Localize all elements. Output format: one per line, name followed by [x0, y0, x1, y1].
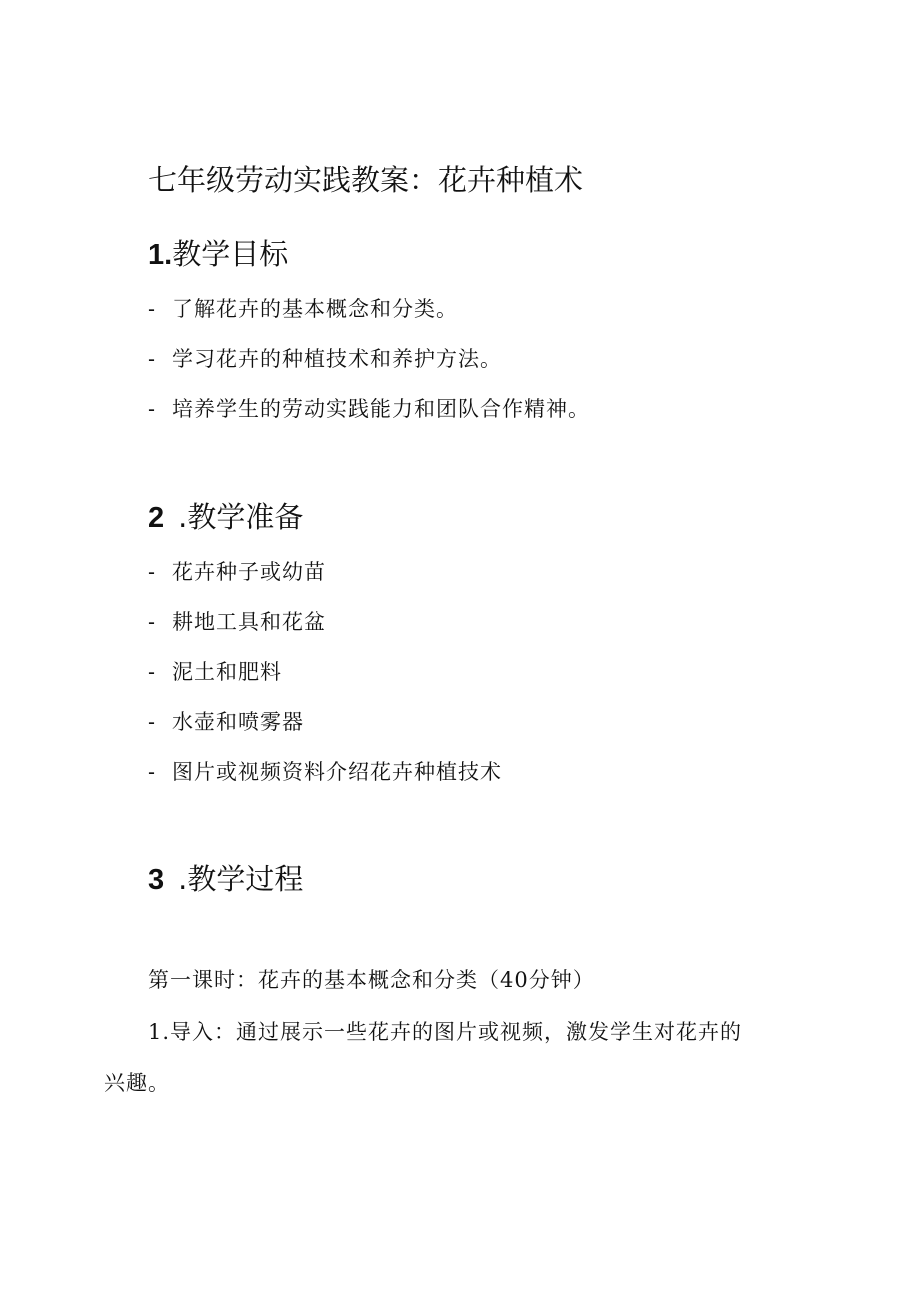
bullet-marker: -: [148, 761, 156, 784]
list-item: - 培养学生的劳动实践能力和团队合作精神。: [148, 395, 590, 424]
document-title: 七年级劳动实践教案：花卉种植术: [148, 163, 584, 197]
bullet-marker: -: [148, 611, 156, 634]
list-item: - 耕地工具和花盆: [148, 608, 326, 637]
section-heading-preparation: [148, 499, 303, 536]
list-item: - 水壶和喷雾器: [148, 708, 304, 737]
section-number: 2: [148, 502, 165, 534]
bullet-marker: -: [148, 711, 156, 734]
bullet-marker: -: [148, 661, 156, 684]
lesson-step-text: 1.导入：通过展示一些花卉的图片或视频，激发学生对花卉的: [148, 1020, 743, 1044]
lesson-step-text-continued: 兴趣。: [104, 1071, 170, 1095]
bullet-marker: -: [148, 298, 156, 321]
list-item: - 花卉种子或幼苗: [148, 558, 326, 587]
section-number: 3: [148, 864, 165, 896]
bullet-marker: -: [148, 398, 156, 421]
section-number: 1.: [148, 239, 173, 271]
bullet-marker: -: [148, 348, 156, 371]
list-item: - 泥土和肥料: [148, 658, 282, 687]
list-item: - 了解花卉的基本概念和分类。: [148, 295, 458, 324]
lesson-title: 第一课时：花卉的基本概念和分类（40分钟）: [148, 968, 595, 992]
section-title: 教学目标: [172, 237, 289, 271]
section-title: .教学过程: [178, 862, 304, 896]
section-heading-process: [148, 861, 303, 898]
list-item: - 学习花卉的种植技术和养护方法。: [148, 345, 502, 374]
bullet-marker: -: [148, 561, 156, 584]
section-heading-goals: [148, 236, 288, 273]
list-item: - 图片或视频资料介绍花卉种植技术: [148, 758, 502, 787]
section-title: .教学准备: [178, 500, 304, 534]
